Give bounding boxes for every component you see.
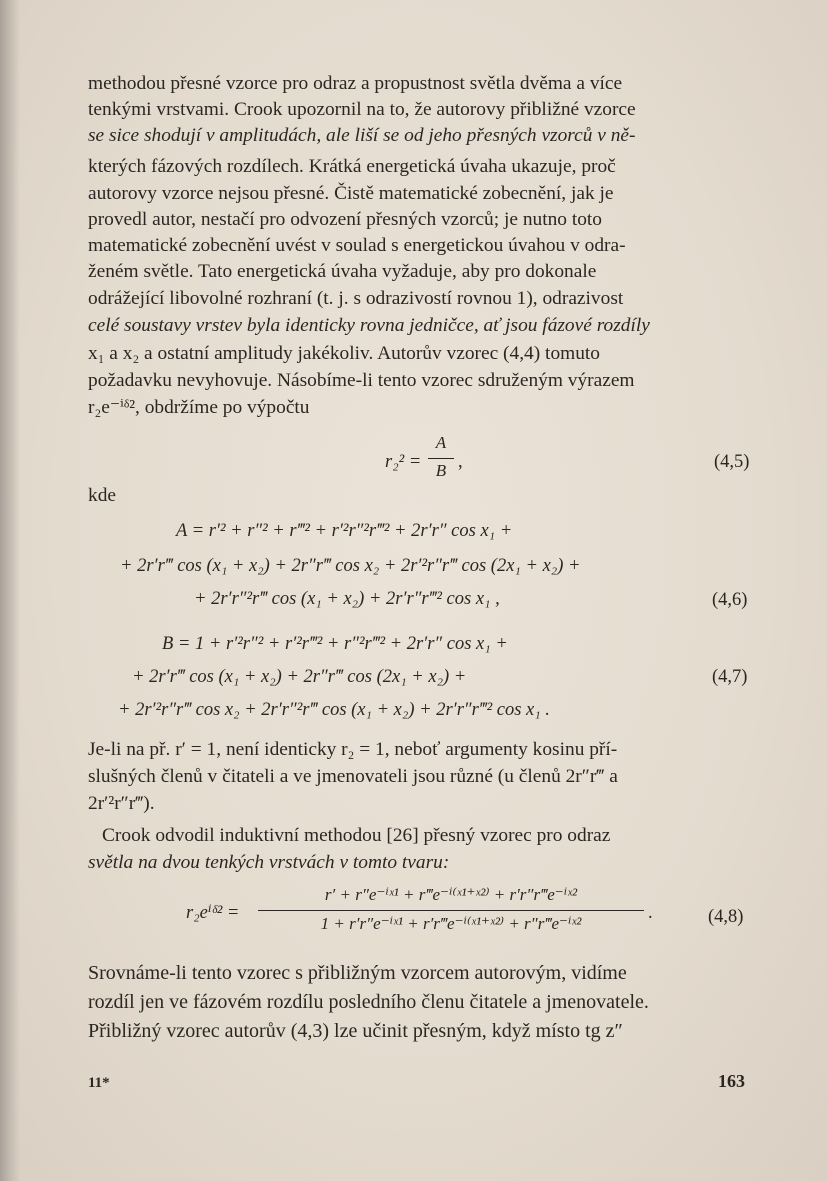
eq45-lhs: r₂² =: [385, 452, 422, 472]
eq46-line: A = r′² + r″² + r‴² + r′²r″²r‴² + 2r′r″ cos x₁ +: [176, 521, 513, 541]
text-line: r₂e⁻ⁱᵟ², obdržíme po výpočtu: [88, 397, 310, 418]
text-line: rozdíl jen ve fázovém rozdílu posledního členu čitatele a jmenovatele.: [88, 991, 649, 1013]
text-line: ženém světle. Tato energetická úvaha vyžaduje, aby pro dokonale: [88, 261, 597, 282]
eq45-numerator: A: [435, 433, 447, 452]
text-line: tenkými vrstvami. Crook upozornil na to, že autorovy přibližné vzorce: [88, 99, 636, 120]
eq45-denominator: B: [435, 461, 447, 480]
text-line: Přibližný vzorec autorův (4,3) lze učinit přesným, když místo tg z″: [88, 1020, 623, 1042]
page-number: 163: [718, 1071, 745, 1091]
eq47-line: + 2r′²r″r‴ cos x₂ + 2r′r″²r‴ cos (x₁ + x₂) + 2r′r″r‴² cos x₁ .: [118, 700, 550, 720]
eq45-tail: ,: [458, 452, 463, 472]
eq45-fraction-bar: [428, 458, 454, 459]
text-line: Je-li na př. r′ = 1, není identicky r₂ = 1, neboť argumenty kosinu pří-: [88, 739, 618, 760]
text-line: kterých fázových rozdílech. Krátká energetická úvaha ukazuje, proč: [88, 156, 616, 177]
signature-mark: 11*: [88, 1075, 110, 1091]
text-line: se sice shodují v amplitudách, ale liší se od jeho přesných vzorců v ně-: [88, 125, 636, 146]
eq48-number: (4,8): [708, 907, 744, 927]
book-spine-shadow: [0, 0, 20, 1181]
text-line: slušných členů v čitateli a ve jmenovateli jsou různé (u členů 2r″r‴ a: [88, 766, 618, 787]
eq48-denominator: 1 + r′r″e⁻ⁱˣ¹ + r′r‴e⁻ⁱ⁽ˣ¹⁺ˣ²⁾ + r″r‴e⁻ⁱˣ²: [320, 914, 582, 933]
eq48-tail: .: [648, 903, 653, 923]
eq47-line: B = 1 + r′²r″² + r′²r‴² + r″²r‴² + 2r′r″ cos x₁ +: [162, 634, 508, 654]
eq46-line: + 2r′r‴ cos (x₁ + x₂) + 2r″r‴ cos x₂ + 2r′²r″r‴ cos (2x₁ + x₂) +: [120, 556, 581, 576]
text-line: požadavku nevyhovuje. Násobíme-li tento vzorec sdruženým výrazem: [88, 370, 635, 391]
eq46-line: + 2r′r″²r‴ cos (x₁ + x₂) + 2r′r″r‴² cos x₁ ,: [194, 589, 500, 609]
text-line: 2r′²r″r‴).: [88, 793, 155, 814]
text-line: autorovy vzorce nejsou přesné. Čistě matematické zobecnění, jak je: [88, 183, 614, 204]
text-line: matematické zobecnění uvést v soulad s energetickou úvahou v odra-: [88, 235, 626, 256]
eq45-number: (4,5): [714, 452, 750, 472]
text-line: provedl autor, nestačí pro odvození přesných vzorců; je nutno toto: [88, 209, 603, 230]
text-line: x₁ a x₂ a ostatní amplitudy jakékoliv. Autorův vzorec (4,4) tomuto: [88, 343, 601, 364]
text-line: Srovnáme-li tento vzorec s přibližným vzorcem autorovým, vidíme: [88, 962, 627, 984]
text-line: světla na dvou tenkých vrstvách v tomto tvaru:: [88, 852, 450, 873]
eq47-line: + 2r′r‴ cos (x₁ + x₂) + 2r″r‴ cos (2x₁ + x₂) +: [132, 667, 467, 687]
kde-label: kde: [88, 485, 116, 506]
text-line: Crook odvodil induktivní methodou [26] přesný vzorec pro odraz: [102, 825, 611, 846]
eq47-number: (4,7): [712, 667, 748, 687]
text-line: methodou přesné vzorce pro odraz a propustnost světla dvěma a více: [88, 73, 623, 94]
text-line: celé soustavy vrstev byla identicky rovna jedničce, ať jsou fázové rozdíly: [88, 315, 650, 336]
eq48-lhs: r₂eⁱᵟ² =: [186, 903, 240, 923]
eq48-fraction-bar: [258, 910, 644, 911]
eq48-numerator: r′ + r″e⁻ⁱˣ¹ + r‴e⁻ⁱ⁽ˣ¹⁺ˣ²⁾ + r′r″r‴e⁻ⁱˣ²: [324, 885, 578, 904]
text-line: odrážející libovolné rozhraní (t. j. s odrazivostí rovnou 1), odrazivost: [88, 288, 624, 309]
eq46-number: (4,6): [712, 590, 748, 610]
